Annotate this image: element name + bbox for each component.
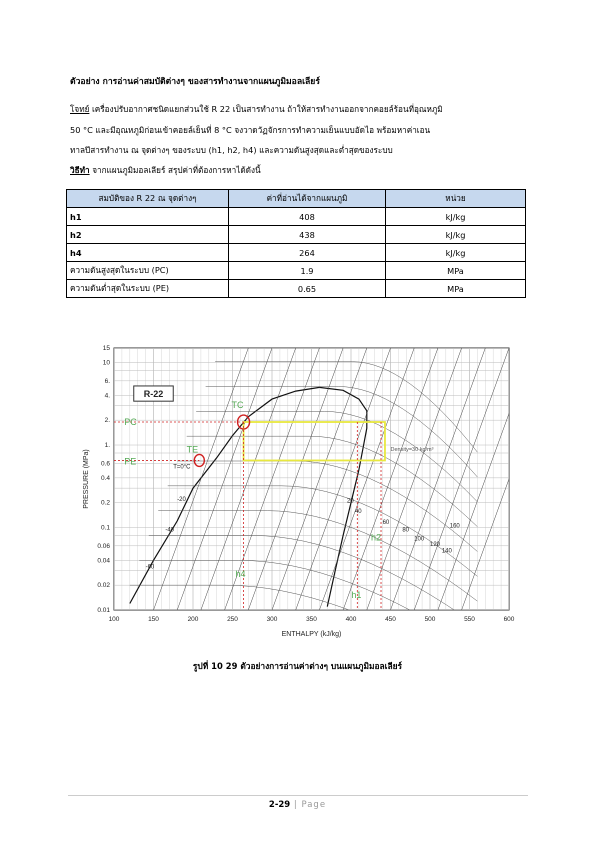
y-tick-label: 10	[102, 359, 110, 367]
isotherm-temperature-label: -60	[145, 564, 155, 571]
footer	[0, 800, 595, 810]
col-header-property: สมบัติของ R 22 ณ จุดต่างๆ	[67, 190, 229, 208]
cell-unit: kJ/kg	[386, 244, 526, 262]
cell-property: ความดันสูงสุดในระบบ (PC)	[67, 262, 229, 280]
cell-value: 1.9	[229, 262, 386, 280]
x-tick-label: 200	[187, 616, 199, 623]
x-tick-label: 350	[306, 616, 317, 623]
col-header-unit: หน่วย	[386, 190, 526, 208]
cell-unit: kJ/kg	[386, 226, 526, 244]
y-tick-label: 4.	[104, 392, 110, 400]
problem-line-2: 50 °C และมีอุณหภูมิก่อนเข้าคอยล์เย็นที่ 8 °C จงวาดวัฏจักรการทำความเย็นแบบอัดไอ พร้อมหาค่าเอน	[70, 125, 431, 135]
isotherm-temperature-label: -20	[177, 496, 186, 503]
density-label: Density=30 kg/m³	[390, 446, 434, 453]
footer-rule	[68, 795, 528, 796]
problem-label: โจทย์	[70, 104, 90, 114]
isotherm-temperature-label: 120	[430, 541, 441, 548]
table-row	[67, 280, 526, 298]
cell-property: ความดันต่ำสุดในระบบ (PE)	[67, 280, 229, 298]
isotherm-temperature-label: 140	[441, 548, 452, 555]
isotherm-temperature-label: 80	[402, 527, 410, 534]
cell-value: 0.65	[229, 280, 386, 298]
y-tick-label: 0.4	[100, 474, 110, 482]
x-tick-label: 100	[108, 616, 120, 623]
isotherm-temperature-label: 40	[354, 508, 362, 515]
properties-table	[66, 189, 526, 298]
y-tick-label: 0.04	[97, 557, 110, 565]
cell-unit: MPa	[386, 280, 526, 298]
isotherm-temperature-label: 160	[449, 523, 460, 530]
x-tick-label: 300	[266, 616, 278, 623]
figure-caption: รูปที่ 10 29 ตัวอย่างการอ่านค่าต่างๆ บนแผนภูมิมอลเลียร์	[192, 661, 403, 671]
h4-label: h4	[235, 569, 246, 580]
col-header-value: ค่าที่อ่านได้จากแผนภูมิ	[229, 190, 386, 208]
y-axis-label: PRESSURE (MPa)	[83, 449, 90, 509]
h1-label: h1	[351, 589, 362, 600]
cell-property: h2	[67, 226, 229, 244]
table-row	[67, 262, 526, 280]
cell-unit: MPa	[386, 262, 526, 280]
x-tick-label: 400	[345, 616, 357, 623]
table-row	[67, 226, 526, 244]
y-tick-label: 0.6	[100, 460, 110, 468]
y-tick-label: 1.	[104, 442, 110, 450]
mollier-chart	[78, 342, 523, 652]
tc-label: TC	[231, 400, 244, 411]
x-tick-label: 500	[424, 616, 436, 623]
isotherm-temperature-label: 100	[414, 536, 425, 543]
cell-property: h4	[67, 244, 229, 262]
problem-line-1	[70, 103, 443, 116]
problem-line-3: ทาลปีสารทำงาน ณ จุดต่างๆ ของระบบ (h1, h2, h4) และความดันสูงสุดและต่ำสุดของระบบ	[70, 145, 393, 155]
cell-value: 264	[229, 244, 386, 262]
isotherm-temperature-label: 20	[347, 498, 354, 505]
pc-label: PC	[124, 417, 137, 428]
y-tick-label: 0.02	[97, 582, 110, 590]
problem-text-1: เครื่องปรับอากาศชนิดแยกส่วนใช้ R 22 เป็นสารทำงาน ถ้าให้สารทำงานออกจากคอยล์ร้อนที่อุณหภูมิ	[89, 104, 443, 114]
pe-label: PE	[124, 456, 137, 467]
cell-value: 438	[229, 226, 386, 244]
table-row	[67, 244, 526, 262]
x-axis-label: ENTHALPY (kJ/kg)	[281, 631, 342, 638]
y-tick-label: 0.01	[97, 607, 110, 614]
table-row	[67, 208, 526, 226]
isotherm-temperature-label: -40	[165, 527, 175, 534]
te-label: TE	[186, 444, 199, 455]
y-tick-label: 0.2	[100, 499, 110, 507]
solution-line	[70, 164, 261, 177]
h2-label: h2	[371, 532, 382, 543]
isotherm-zero-label: T=0°C	[173, 464, 191, 471]
page-number: 2-29	[268, 800, 291, 810]
heading: ตัวอย่าง การอ่านค่าสมบัติต่างๆ ของสารทำงานจากแผนภูมิมอลเลียร์	[70, 77, 320, 87]
footer-page-word: Page	[301, 800, 327, 810]
solution-label: วิธีทำ	[70, 165, 90, 175]
cell-unit: kJ/kg	[386, 208, 526, 226]
y-tick-label: 6.	[104, 377, 110, 385]
x-tick-label: 250	[227, 616, 238, 623]
x-tick-label: 450	[385, 616, 396, 623]
solution-text: จากแผนภูมิมอลเลียร์ สรุปค่าที่ต้องการหาได้ดังนี้	[89, 165, 261, 175]
y-tick-label: 0.06	[97, 542, 110, 550]
y-tick-label: 0.1	[100, 524, 110, 532]
footer-separator: |	[290, 800, 302, 810]
y-tick-label: 15	[102, 345, 110, 352]
y-tick-label: 2.	[104, 417, 110, 425]
cell-value: 408	[229, 208, 386, 226]
x-tick-label: 150	[148, 616, 159, 623]
chart-title: R-22	[143, 389, 164, 400]
x-tick-label: 600	[503, 616, 515, 623]
x-tick-label: 550	[464, 616, 475, 623]
cell-property: h1	[67, 208, 229, 226]
isotherm-temperature-label: 60	[382, 520, 390, 527]
